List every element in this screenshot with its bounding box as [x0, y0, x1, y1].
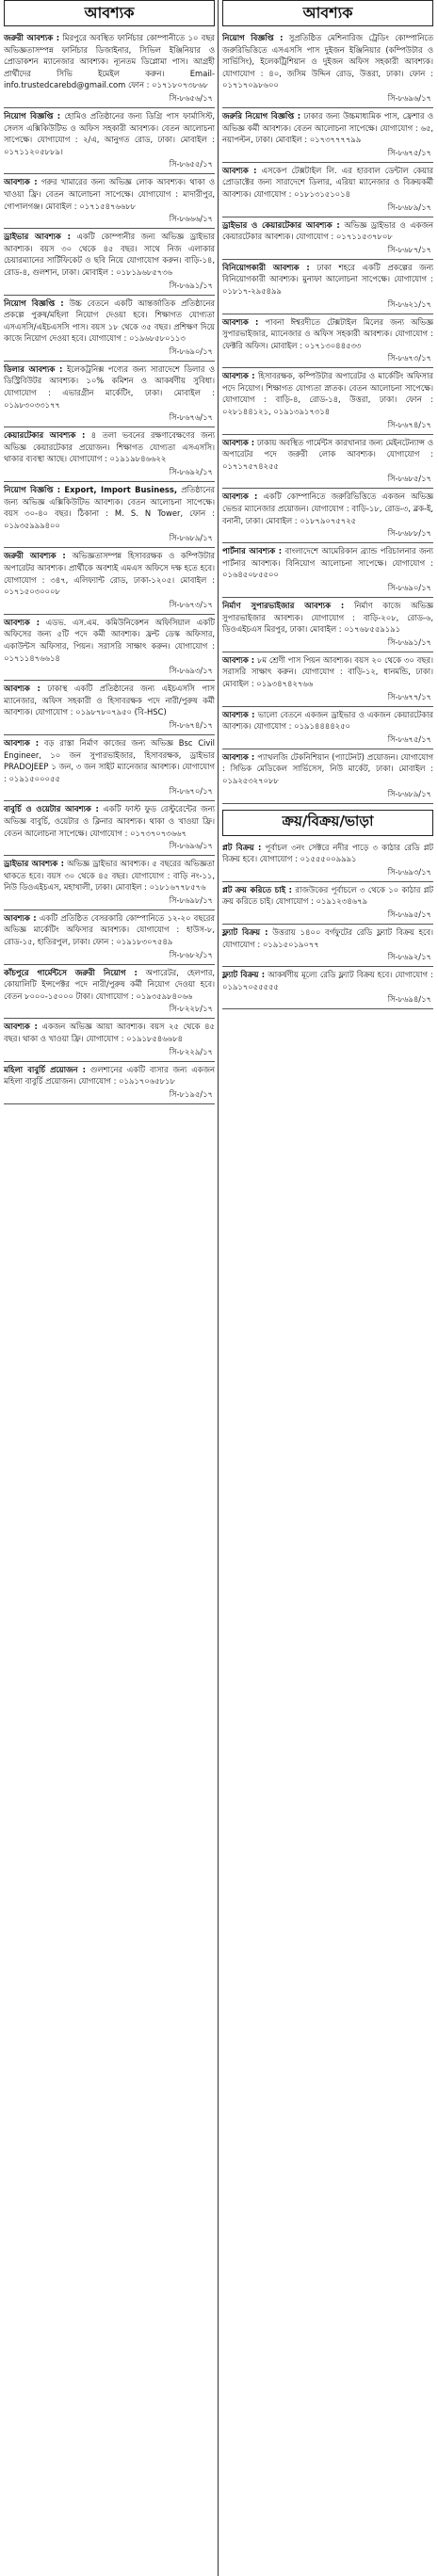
ad-text [222, 925, 433, 951]
right-ads-list [222, 30, 433, 804]
classified-ad [222, 925, 433, 967]
ad-body: অভিজ্ঞতাসম্পন্ন হিসাবরক্ষক ও কম্পিউটার অপারেটর আবশ্যক। প্রার্থীকে অবশ্যই এমএস অফিসে দক্ষ হতে হবে। যোগাযোগ : ৩৪৭, এলিফ্যান্ট রোড, ঢাকা-১২০৫। মোবাইল : ০১৭১৫০৩০০০৮ [4, 551, 215, 597]
ad-heading: ফ্ল্যাট বিক্রয় : [222, 926, 268, 937]
ad-body: ইলেকট্রনিক্স পণ্যের জন্য সারাদেশে ডিলার ও ডিস্ট্রিবিউটর আবশ্যক। ১০% কমিশন ও আকর্ষণীয় সুবিধা। যোগাযোগ : এভারগ্রীন মার্কেটিং, ঢাকা। মোবাইল : ০১৯৮৩০৩৩১৭৭ [4, 363, 215, 410]
ad-code: সি-৮৬৯৬/১৭ [4, 840, 215, 856]
ad-code: সি-৮৬৮৮/১৭ [222, 527, 433, 543]
ad-text [222, 108, 433, 147]
ad-code: সি-৮৬৯৬/১৭ [222, 92, 433, 108]
ad-code: সি-৮৬৮৯/১৭ [222, 201, 433, 217]
classified-ad [222, 749, 433, 804]
ad-body: ঢাকার জন্য উচ্চমাধ্যমিক পাস, ফ্রেশার ও অভিজ্ঞ কর্মী আবশ্যক। বেতন আলোচনা সাপেক্ষে। যোগাযোগ : ৬৫, নয়াপল্টন, ঢাকা। মোবাইল : ০১৭৩৭৭৭৭৯৯ [222, 110, 434, 145]
ad-code: সি-৮৬৭৩/১৭ [222, 352, 433, 368]
ad-heading: আবশ্যক : [222, 491, 258, 502]
ad-code: সি-৮৬৯৪/১৭ [222, 993, 433, 1009]
ad-body: অপারেটর, হেলপার, কোয়ালিটি ইন্সপেক্টর পদে নারী/পুরুষ কর্মী নিয়োগ দেওয়া হবে। বেতন ৮০০০-১৫০০০ টাকা। যোগাযোগ : ০১৯৩৫৯৮৪০৬৬ [4, 967, 215, 1001]
ad-heading: আবশ্যক : [4, 177, 38, 187]
ad-body: অভিজ্ঞ ড্রাইভার আবশ্যক। ৫ বছরের অভিজ্ঞতা থাকতে হবে। বয়স ৩০ থেকে ৪৫ বছর। যোগাযোগ : বাড়ি নং-১১, নিউ ডিওএইচএস, মহাখালী, ঢাকা। মোবাইল : ০১৮১৬৭৭৮৫৭৬ [4, 859, 215, 893]
ad-text [222, 489, 433, 527]
ad-text [4, 1062, 215, 1088]
ad-body: ঢাকাস্থ একটি প্রতিষ্ঠানের জন্য এইচএসসি পাস ম্যানেজার, অফিস সহকারী ও হিসাবরক্ষক পদে নারী/পুরুষ কর্মী আবশ্যক। যোগাযোগ : ০১৯৮৭৮০৭৯৫০ (বি-HSC) [4, 684, 215, 717]
ad-body: একজন অভিজ্ঞ আয়া আবশ্যক। বয়স ২৫ থেকে ৪৫ বছর। থাকা ও খাওয়া ফ্রি। যোগাযোগ : ০১৯১৮৫৪৬৬৮৪ [4, 1022, 215, 1044]
ad-heading: আবশ্যক : [222, 751, 255, 762]
ad-text [222, 598, 433, 636]
ad-text [4, 174, 215, 213]
ad-text [4, 482, 215, 532]
ad-body: হিসাবরক্ষক, কম্পিউটার অপারেটর ও মার্কেটিং অফিসার পদে নিয়োগ। শিক্ষাগত যোগ্যতা স্নাতক। বেতন আলোচনা সাপেক্ষে। যোগাযোগ : বাড়ি-৪, রোড-১৪, উত্তরা, ঢাকা। ফোন : ০২৮১৪৪১২১, ০১৯১৩৯১৭৩১৪ [222, 371, 433, 417]
ad-body: আকর্ষণীয় মূল্যে রেডি ফ্ল্যাট বিক্রয় হবে। যোগাযোগ : ০১৯১৭০৫৫৫৫৫ [222, 970, 433, 991]
ad-heading: প্লট বিক্রয় : [222, 842, 262, 852]
ad-code: সি-৮৬৭৭/১৭ [222, 691, 433, 707]
ad-code: সি-৮৬৭৫/১৭ [222, 147, 433, 163]
ad-body: বড় রাস্তা নির্মাণ কাজের জন্য অভিজ্ঞ Bsc Civil Engineer, ১০ জন সুপারভাইজার, হিসাবরক্ষক, ড্রাইভার PRADOJEEP ১ জন, ৩ জন সাইট ম্যানেজার আবশ্যক। যোগাযোগ : ০১৯১৫০০০৫৫ [4, 737, 215, 783]
left-column [4, 0, 215, 1104]
classified-ad [4, 1062, 215, 1104]
ad-body: একটি ফাস্ট ফুড রেস্টুরেন্টের জন্য অভিজ্ঞ বাবুর্চি, ওয়েটার ও ক্লিনার আবশ্যক। থাকা ও খাওয়া ফ্রি। বেতন আলোচনা সাপেক্ষে। যোগাযোগ : ০১৭৩৭০৭৩৬৬৭ [4, 804, 216, 838]
ad-text [222, 967, 433, 993]
ad-body: মিরপুরে অবস্থিত ফার্নিচার কোম্পানীতে ১০ বছর অভিজ্ঞতাসম্পন্ন ফার্নিচার ডিজাইনার, সিভিল ইঞ্জিনিয়ার ও প্রোডাকশন ম্যানেজার আবশ্যক। ন্যূনতম ডিপ্লোমা পাস। আগ্রহী প্রার্থীদের সিভি ইমেইল করুন। Email- info.trustedcarebd@gmail.com ফোন : ০১৭১৮০৭৩৮৬৮ [4, 33, 216, 90]
ad-body: রাজউকের পূর্বাচলে ৩ থেকে ১০ কাঠার প্লট ক্রয় করিতে চাই। যোগাযোগ : ০১৯১২৩৪৬৭৯ [222, 884, 433, 907]
ad-text [4, 910, 215, 949]
ad-code: সি-৮৬৫৫/১৭ [4, 158, 215, 174]
ad-heading: আবশ্যক : [222, 165, 257, 175]
classified-ad [222, 882, 433, 925]
ad-body: প্যাথলজি টেকনিশিয়ান (প্যাটেনট) প্রয়োজন। যোগাযোগ : সিভিক মেডিকেল সার্ভিসেস, নিউ মার্কেট, ঢাকা। মোবাইল : ০১৯২৫৩২৭০৮৮ [222, 751, 433, 785]
ad-heading: নিয়োগ বিজ্ঞপ্তি : [222, 33, 284, 42]
ad-code: সি-৮৬৯৩/১৭ [222, 866, 433, 882]
ad-heading: আবশ্যক : [4, 1022, 38, 1032]
column-divider [218, 0, 219, 2576]
ad-code: সি-৮৬৯২/১৭ [222, 951, 433, 967]
ad-code: সি-৮২২৯/১৭ [4, 1046, 215, 1062]
ad-heading: ডিলার আবশ্যক : [4, 363, 63, 374]
ad-heading: আবশ্যক : [4, 684, 41, 694]
ad-body: গরুর খামারের জন্য অভিজ্ঞ লোক আবশ্যক। থাকা ও খাওয়া ফ্রি। বেতন আলোচনা সাপেক্ষে। যোগাযোগ : মাদারীপুর, গোপালগঞ্জ। মোবাইল : ০১৭১৫৪৭৬৬৮৮ [4, 177, 215, 211]
classified-ad [4, 615, 215, 681]
classified-ad [222, 707, 433, 749]
classified-ad [4, 174, 215, 229]
ad-heading: পার্টনার আবশ্যক : [222, 546, 283, 556]
ad-code: সি-৮৬৯২/১৭ [4, 466, 215, 482]
classified-ad [222, 967, 433, 1009]
ad-body: বাংলাদেশে আমেরিকান ব্র্যান্ড পরিচালনার জন্য পার্টনার আবশ্যক। বিনিয়োগ আলোচনা সাপেক্ষে। যোগাযোগ : ০১৬৪৫০৮৫৫০০ [222, 546, 433, 580]
ad-heading: বাবুর্চি ও ওয়েটার আবশ্যক : [4, 804, 99, 814]
ad-text [222, 368, 433, 418]
classified-ad [4, 362, 215, 427]
ad-text [222, 840, 433, 866]
ad-text [222, 30, 433, 92]
ad-text [4, 615, 215, 665]
ad-text [222, 652, 433, 691]
ad-body: গুলশানের একটি বাসার জন্য একজন মহিলা বাবুর্চি প্রয়োজন। যোগাযোগ : ০১৯১৭০৬৫৮১৮ [4, 1064, 215, 1087]
classified-ad [4, 30, 215, 108]
ad-heading: আবশ্যক : [4, 617, 41, 627]
ad-heading: কেয়ারটেকার আবশ্যক : [4, 430, 86, 441]
ad-body: অভিজ্ঞ ড্রাইভার ও একজন কেয়ারটেকার আবশ্যক। যোগাযোগ : ০১৭১১৫৩৭৮০৮ [222, 219, 434, 242]
classified-ad [4, 482, 215, 548]
ad-text [4, 801, 215, 840]
ad-code: সি-৮৬৮৯/১৭ [4, 532, 215, 548]
ad-heading: আবশ্যক : [222, 654, 255, 665]
ad-heading: ফ্ল্যাট বিক্রয় : [222, 970, 266, 980]
ad-body: এসকেপ টেক্সটাইল লি. এর হারবাল ডেন্টাল কেয়ার প্রোডাক্টের জন্য সারাদেশে ডিলার, এরিয়া ম্যানেজার ও বিক্রয়কর্মী আবশ্যক। যোগাযোগ : ০১৮১৩১৫১০১৪ [222, 165, 433, 199]
classified-ad [4, 735, 215, 801]
ad-heading: ড্রাইভার ও কেয়ারটেকার আবশ্যক : [222, 219, 340, 230]
classified-ad [222, 489, 433, 543]
ad-text [222, 260, 433, 298]
ad-text [4, 965, 215, 1004]
ad-code: সি-৮৬৭৩/১৭ [4, 599, 215, 615]
ad-body: উত্তরায় ১৪০০ বর্গফুটের রেডি ফ্ল্যাট বিক্রয় হবে। যোগাযোগ : ০১৯১৫০১৯০৭৭ [222, 926, 433, 949]
classified-ad [222, 652, 433, 707]
ad-code: সি-৮৬৭৪/১৭ [4, 719, 215, 735]
ad-code: সি-৮৬৯৮/১৭ [4, 894, 215, 910]
ad-text [222, 217, 433, 244]
ad-code: সি-৮৬৮৫/১৭ [222, 473, 433, 489]
classified-ad [4, 548, 215, 614]
ad-heading: নিয়োগ বিজ্ঞপ্তি : Export, Import Business, [4, 485, 178, 495]
classified-ad [222, 840, 433, 882]
ad-heading: ড্রাইভার আবশ্যক : [4, 232, 71, 242]
ad-heading: মহিলা বাবুর্চি প্রয়োজন : [4, 1064, 87, 1074]
classified-ad [4, 910, 215, 965]
ad-text [222, 314, 433, 353]
ad-body: সুপ্রতিষ্ঠিত মেশিনারিজ ট্রেডিং কোম্পানিতে জরুরিভিত্তিতে এসএসসি পাস দুইজন ইঞ্জিনিয়ার (কম্পিউটার ও সার্ভিসিং), ইলেকট্রিশিয়ান ও দুইজন অফিস সহকারী আবশ্যক। যোগাযোগ : ৪০, জসিম উদ্দিন রোড, উত্তরা, ঢাকা। ফোন : ০১৭১৭০৯৮৬০০ [222, 33, 433, 90]
section-header-buy-sell-rent: ক্রয়/বিক্রয়/ভাড়া [222, 810, 433, 836]
classified-ad [222, 163, 433, 217]
ad-code: সি-৮৬৮৯/১৭ [222, 788, 433, 804]
ad-body: একটি প্রতিষ্ঠিত বেসরকারি কোম্পানিতে ১২-২০ বছরের অভিজ্ঞ মার্কেটিং অফিসার আবশ্যক। যোগাযোগ : হাউস-৮, রোড-১৫, হাতিরপুল, ঢাকা। ফোন : ০১৯১৮৩০৭৫৪৯ [4, 912, 215, 947]
classified-ad [222, 314, 433, 369]
ad-body: পাবনা ঈশ্বরদীতে টেক্সটাইল মিলের জন্য অভিজ্ঞ সুপারভাইজার, ম্যানেজার ও অফিস সহকারী আবশ্যক। যোগাযোগ : ফেক্টরি অফিস। মোবাইল : ০১৭১৩০৪৪৫৩৩ [222, 316, 433, 350]
ad-code: সি-৮৬৬৬/১৭ [4, 213, 215, 229]
ad-heading: জরুরী আবশ্যক : [4, 33, 60, 42]
ad-code: সি-৮৬৫৬/১৭ [4, 92, 215, 108]
ad-body: ঢাকায় অবস্থিত গার্মেন্টস কারখানার জন্য মেইনটেন্যান্স ও অপারেটর পদে জরুরী লোক আবশ্যক। যোগাযোগ : ০১৭১৭৫৭৪২৫৫ [222, 437, 433, 471]
ad-text [222, 749, 433, 788]
classified-ad [222, 435, 433, 490]
ad-code: সি-৮৬৭৬/১৭ [4, 411, 215, 427]
ad-body: পূর্বাচল ৩নং সেক্টরে নদীর পাড়ে ৩ কাঠার রেডি প্লট বিক্রয় হবে। যোগাযোগ : ০১৫৫৫০০৯৯৯১ [222, 842, 433, 864]
classified-ad [4, 1019, 215, 1061]
ad-code: সি-৮৬২১/১৭ [222, 298, 433, 314]
ad-text [4, 735, 215, 785]
ad-body: একটি কোম্পানিতে জরুরিভিত্তিতে একজন অভিজ্ঞ ভেন্ডর ম্যানেজার প্রয়োজন। যোগাযোগ : বাড়ি-১৮, রোড-৩, ব্লক-ই, বনানী, ঢাকা। মোবাইল : ০১৮৭৯০৭৫৭২৫ [222, 491, 433, 525]
buy-sell-ads-list [222, 840, 433, 1010]
ad-heading: আবশ্যক : [4, 737, 40, 748]
classified-ad [222, 598, 433, 652]
classified-ad [4, 108, 215, 174]
ad-body: উচ্চ বেতনে একটি আন্তর্জাতিক প্রতিষ্ঠানের প্রকল্পে পুরুষ/মহিলা নিয়োগ দেওয়া হবে। শিক্ষাগত যোগ্যতা এসএসসি/এইচএসসি পাস। বয়স ১৮ থেকে ৩৫ বছর। প্রশিক্ষণ দিয়ে কাজে নিয়োগ দেওয়া হবে। যোগাযোগ : ০১৯৬৮৫৮০১১৩ [4, 298, 215, 344]
ad-heading: আবশ্যক : [4, 912, 37, 923]
ad-code: সি-৮৬৯৫/১৭ [222, 909, 433, 925]
section-header-left: আবশ্যক [4, 0, 215, 26]
ad-code: সি-৮৬৭৫/১৭ [222, 733, 433, 749]
ad-text [4, 229, 215, 279]
right-column [222, 0, 433, 1009]
ad-body: ৮ম শ্রেণী পাস পিয়ন আবশ্যক। বয়স ২০ থেকে ৩০ বছর। সরাসরি সাক্ষাৎ করুন। যোগাযোগ : বাড়ি-১২, ধানমন্ডি, ঢাকা। মোবাইল : ০১৯৩৪৭৪২৭৬৬ [222, 654, 433, 688]
ad-heading: জরুরী আবশ্যক : [4, 551, 66, 561]
ad-heading: নিয়োগ বিজ্ঞপ্তি : [4, 298, 64, 308]
ad-text [4, 856, 215, 894]
classified-ad [4, 856, 215, 910]
ad-body: হোমিও প্রতিষ্ঠানের জন্য ডিগ্রি পাস ফার্মাসিস্ট, সেলস এক্সিকিউটিভ ও অফিস সহকারী আবশ্যক। বেতন আলোচনা সাপেক্ষে। যোগাযোগ : ২/এ, আনুগত রোড, ঢাকা। মোবাইল : ০১৭১১২০৫৮৮৯। [4, 110, 215, 156]
ad-text [222, 435, 433, 474]
ad-heading: আবশ্যক : [222, 437, 255, 447]
classified-ad [4, 229, 215, 295]
ad-code: সি-৮৬৯০/১৭ [4, 346, 215, 362]
ad-body: এডভ. এস.এম. কমিউনিকেশন অফিসিয়াল একটি অফিসের জন্য ৫টি পদে কর্মী আবশ্যক। ফ্রন্ট ডেস্ক অফিসার, একাউন্টস অফিসার, পিয়ন। সরাসরি সাক্ষাৎ করুন। যোগাযোগ : ০১৭১১৪৭৬৬১৪ [4, 617, 215, 663]
classified-ad [222, 368, 433, 434]
ad-heading: কাঁচপুরে গার্মেন্টসে জরুরী নিয়োগ : [4, 967, 138, 977]
classified-ad [4, 801, 215, 856]
ad-text [4, 296, 215, 346]
ad-text [222, 882, 433, 909]
ad-code: সি-৮২২৮/১৭ [4, 1003, 215, 1019]
classified-ad [222, 30, 433, 108]
ad-heading: বিনিয়োগকারী আবশ্যক : [222, 262, 310, 272]
classified-ad [222, 260, 433, 314]
ad-code: সি-৮৬৭৪/১৭ [222, 419, 433, 435]
classified-ad [4, 427, 215, 482]
classified-ad [4, 296, 215, 362]
ad-text [4, 108, 215, 158]
ad-heading: আবশ্যক : [222, 316, 259, 327]
ad-code: সি-৮৬৯৩/১৭ [4, 665, 215, 681]
ad-text [222, 543, 433, 582]
classified-ad [4, 965, 215, 1020]
classified-ad [222, 217, 433, 260]
ad-heading: জরুরি নিয়োগ বিজ্ঞপ্তি : [222, 110, 301, 121]
ad-text [4, 427, 215, 466]
ad-body: একটি কোম্পানীর জন্য অভিজ্ঞ ড্রাইভার আবশ্যক। বয়স ৩০ থেকে ৪৫ বছর। সাথে নিজ এলাকার চেয়ারম্যানের সার্টিফিকেট ও ছবি নিয়ে যোগাযোগ করুন। বাড়ি-১৪, রোড-৪, গুলশান, ঢাকা। মোবাইল : ০১৮১৯৬৮৫৭৩৬ [4, 232, 215, 277]
ad-code: সি-৮১৯৫/১৭ [4, 1088, 215, 1104]
ad-code: সি-৮৬৮৭/১৭ [222, 244, 433, 260]
ad-body: নির্মাণ কাজে অভিজ্ঞ সুপারভাইজার আবশ্যক। যোগাযোগ : বাড়ি-২০৮, রোড-৬, ডিওএইচএস মিরপুর, ঢাকা। মোবাইল : ০১৭৬৮৫৫৯১৯১ [222, 601, 433, 635]
ad-heading: ড্রাইভার আবশ্যক : [4, 859, 65, 869]
classified-ad [222, 108, 433, 163]
classified-ad [222, 543, 433, 598]
classified-ad [4, 681, 215, 735]
ad-text [222, 707, 433, 733]
ad-code: সি-৮৬৯১/১৭ [222, 636, 433, 652]
ad-code: সি-৮৬৯০/১৭ [222, 582, 433, 598]
ad-code: সি-৮৬৯১/১৭ [4, 280, 215, 296]
ad-heading: আবশ্যক : [222, 371, 255, 381]
ad-body: ভালো বেতনে একজন ড্রাইভার ও একজন কেয়ারটেকার আবশ্যক। যোগাযোগ : ০১৯১৪৪৪৪২৫০ [222, 709, 433, 732]
ad-text [4, 30, 215, 92]
ad-heading: আবশ্যক : [222, 709, 255, 719]
ad-text [4, 1019, 215, 1045]
section-header-right: আবশ্যক [222, 0, 433, 26]
ad-text [222, 163, 433, 201]
ad-body: ঢাকা শহরে একটি প্রকল্পের জন্য বিনিয়োগকারী আবশ্যক। মুনাফা আলোচনা সাপেক্ষে। যোগাযোগ : ০১৮১৭-২৯৫৪৯৯ [222, 262, 433, 296]
ad-heading: নির্মাণ সুপারভাইজার আবশ্যক : [222, 601, 345, 610]
ad-text [4, 362, 215, 411]
ad-text [4, 681, 215, 719]
ad-heading: প্লট ক্রয় করিতে চাই : [222, 884, 292, 894]
ad-heading: নিয়োগ বিজ্ঞপ্তি : [4, 110, 61, 121]
ad-code: সি-৮৬৮২/১৭ [4, 949, 215, 965]
ad-code: সি-৮৬৭০/১৭ [4, 785, 215, 801]
ad-body: প্রতিষ্ঠানের জন্য অভিজ্ঞ এক্সিকিউটিভ আবশ্যক। বেতন আলোচনা সাপেক্ষে। বয়স ৩০-৪০ বছর। ঠিকানা : M. S. N Tower, ফোন : ০১৯৩৫৯৯৯৪০০ [4, 485, 215, 530]
ad-text [4, 548, 215, 598]
ad-body: ৪ তলা ভবনের রক্ষণাবেক্ষণের জন্য অভিজ্ঞ কেয়ারটেকার প্রয়োজন। শিক্ষাগত যোগ্যতা এসএসসি। থাকার ব্যবস্থা আছে। যোগাযোগ : ০১৯১৯৮৪৬৬২২ [4, 430, 215, 464]
